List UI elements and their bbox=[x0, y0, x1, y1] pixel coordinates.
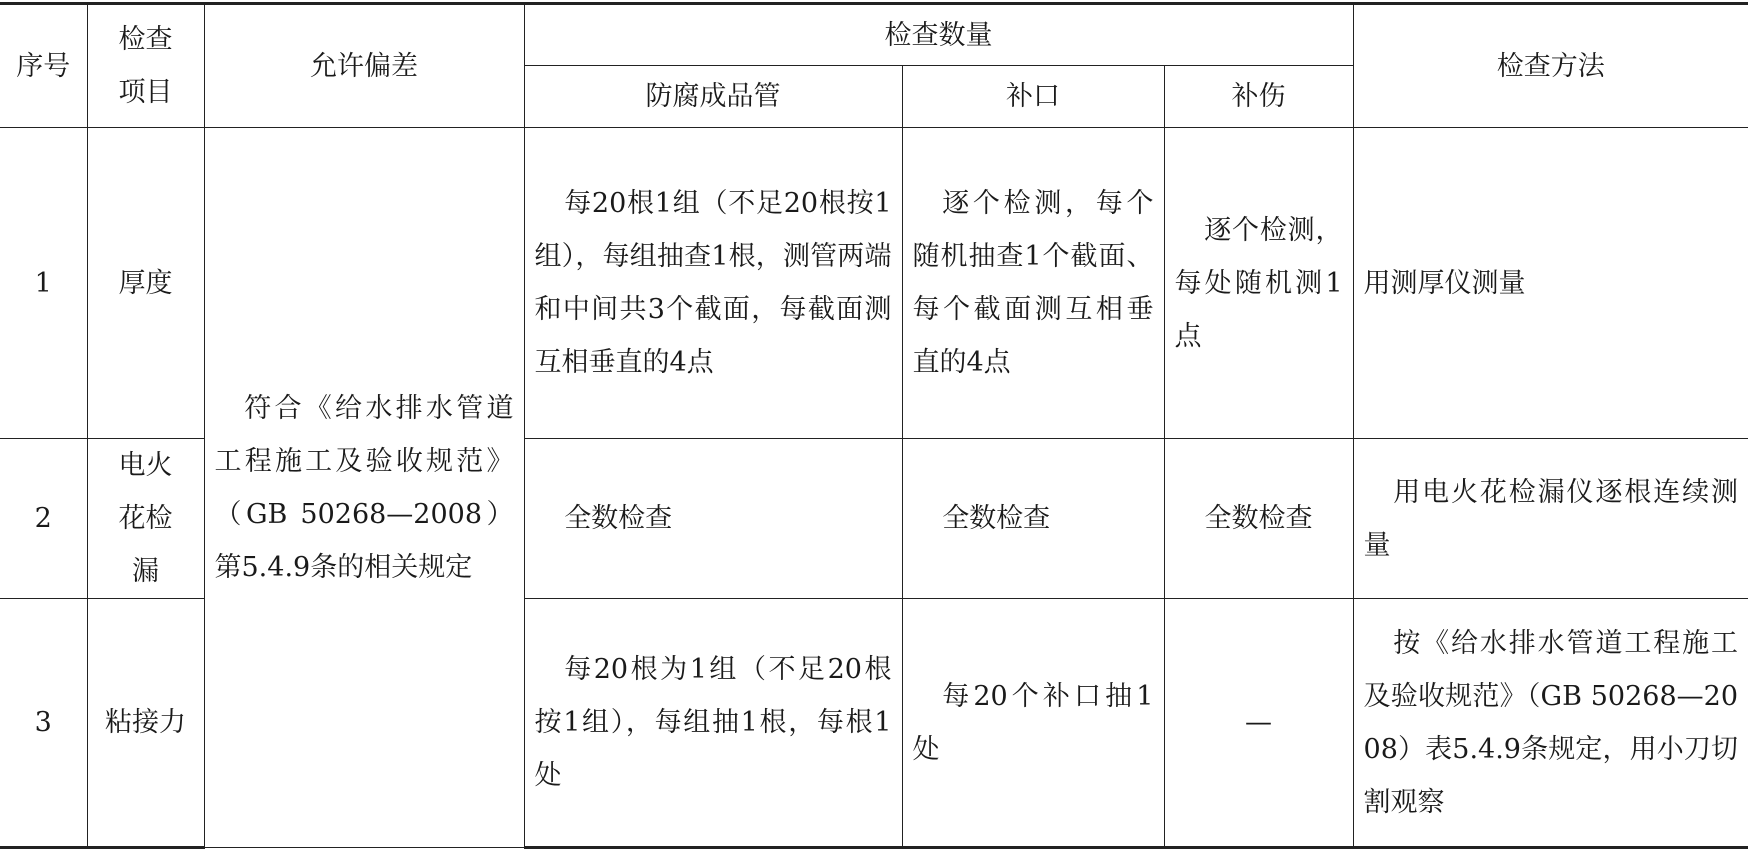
header-seq: 序号 bbox=[0, 4, 87, 128]
row-seq: 2 bbox=[0, 439, 87, 599]
header-quantity: 检查数量 bbox=[524, 4, 1353, 66]
table-row bbox=[0, 128, 1748, 439]
row-method: 用电火花检漏仪逐根连续测量 bbox=[1353, 439, 1748, 599]
row-product: 全数检查 bbox=[524, 439, 902, 599]
row-patch: 逐个检测，每个随机抽查1个截面、每个截面测互相垂直的4点 bbox=[902, 128, 1164, 439]
header-qty-product: 防腐成品管 bbox=[524, 66, 902, 128]
row-item: 厚度 bbox=[87, 128, 204, 439]
header-method: 检查方法 bbox=[1353, 4, 1748, 128]
row-repair: 逐个检测，每处随机测1点 bbox=[1164, 128, 1353, 439]
row-patch: 每20个补口抽1处 bbox=[902, 599, 1164, 848]
row-product: 每20根为1组（不足20根按1组），每组抽1根，每根1处 bbox=[524, 599, 902, 848]
header-qty-patch: 补口 bbox=[902, 66, 1164, 128]
row-seq: 3 bbox=[0, 599, 87, 848]
row-method: 按《给水排水管道工程施工及验收规范》（GB 50268—2008）表5.4.9条规定，用小刀切割观察 bbox=[1353, 599, 1748, 848]
row-patch: 全数检查 bbox=[902, 439, 1164, 599]
header-item: 检查项目 bbox=[87, 4, 204, 128]
row-product: 每20根1组（不足20根按1组），每组抽查1根，测管两端和中间共3个截面，每截面测互相垂直的4点 bbox=[524, 128, 902, 439]
shared-tolerance: 符合《给水排水管道工程施工及验收规范》（GB 50268—2008）第5.4.9条的相关规定 bbox=[204, 128, 524, 848]
row-seq: 1 bbox=[0, 128, 87, 439]
row-item: 粘接力 bbox=[87, 599, 204, 848]
inspection-table bbox=[0, 2, 1748, 849]
row-item: 电火花检漏 bbox=[87, 439, 204, 599]
row-method: 用测厚仪测量 bbox=[1353, 128, 1748, 439]
row-repair: 全数检查 bbox=[1164, 439, 1353, 599]
header-tolerance: 允许偏差 bbox=[204, 4, 524, 128]
row-repair: — bbox=[1164, 599, 1353, 848]
header-qty-repair: 补伤 bbox=[1164, 66, 1353, 128]
